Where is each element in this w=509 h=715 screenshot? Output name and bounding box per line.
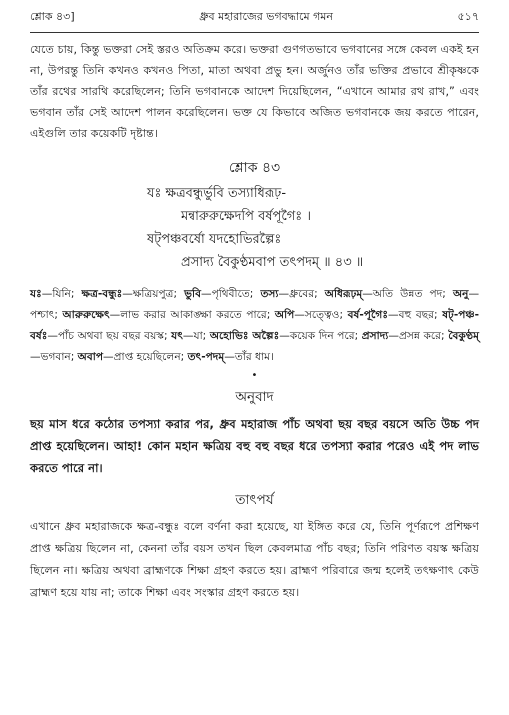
synonym-word: আরুরুক্ষেৎ [62, 309, 110, 321]
synonym-meaning: লাভ করার আকাঙ্ক্ষা করতে পারে [120, 309, 267, 321]
synonym-word: অবাপ [77, 351, 104, 363]
verse-label: শ্লোক ৪৩ [228, 160, 281, 176]
purport-text: এখানে ধ্রুব মহারাজকে ক্ষত্র-বন্ধুঃ বলে বর্ণনা করা হয়েছে, যা ইঙ্গিত করে যে, তিনি পূর্ণরূপে প্রশিক্ষণ প্রাপ্ত ক্ষত্রিয় ছিলেন না, কেননা তাঁর বয়স তখন ছিল কেবলমাত্র পাঁচ বছর; তিনি পরিণত বয়স্ক ক্ষত্রিয় ছিলেন না। ক্ষত্রিয় অথবা ব্রাহ্মণকে শিক্ষা গ্রহণ করতে হয়। ব্রাহ্মণ পরিবারে জন্ম হলেই তৎক্ষণাৎ কেউ ব্রাহ্মণ হয়ে যায় না; তাকে শিক্ষা এবং সংস্কার গ্রহণ করতে হয়। [30, 520, 479, 599]
translation-heading: অনুবাদ [235, 389, 274, 405]
word-for-word-synonyms: যঃ—যিনি; ক্ষত্র-বন্ধুঃ—ক্ষত্রিয়পুত্র; ভুবি—পৃথিবীতে; তস্য—ধ্রুবের; অধিরূঢ়ম্—অতি উন্নত পদ; অনু—পশ্চাৎ; আরুরুক্ষেৎ—লাভ করার আকাঙ্ক্ষা করতে পারে; অপি—সত্ত্বেও; বর্ষ-পূগৈঃ—বহু বছর; ষট্-পঞ্চ-বর্ষঃ—পাঁচ অথবা ছয় বছর বয়স্ক; যৎ—যা; অহোভিঃ অল্পৈঃ—কয়েক দিন পরে; প্রসাদ্য—প্রসন্ন করে; বৈকুণ্ঠম্—ভগবান; অবাপ—প্রাপ্ত হয়েছিলেন; তৎ-পদম্—তাঁর ধাম। [30, 288, 480, 363]
running-header [30, 0, 479, 33]
synonym-meaning: প্রাপ্ত হয়েছিলেন [113, 351, 181, 363]
sanskrit-verse [30, 182, 479, 274]
synonym-word: বৈকুণ্ঠম্ [448, 330, 480, 342]
synonym-word: বর্ষ-পূগৈঃ [347, 309, 388, 321]
synonym-meaning: তাঁর ধাম [234, 351, 270, 363]
synonym-word: অনু [452, 288, 469, 300]
purport-heading: তাৎপর্য [235, 492, 274, 508]
synonym-meaning: পৃথিবীতে [211, 288, 250, 300]
synonym-meaning: কয়েক দিন পরে [289, 330, 355, 342]
synonym-meaning: বহু বছর [398, 309, 435, 321]
synonym-word: অহোভিঃ অল্পৈঃ [209, 330, 280, 342]
synonym-word: তৎ-পদম্ [187, 351, 225, 363]
intro-paragraph: যেতে চায়, কিন্তু ভক্তরা সেই স্তরও অতিক্রম করে। ভক্তরা গুণগতভাবে ভগবানের সঙ্গে কেবল একই হন না, উপরন্তু তিনি কখনও কখনও পিতা, মাতা অথবা প্রভু হন। অর্জুনও তাঁর ভক্তির প্রভাবে শ্রীকৃষ্ণকে তাঁর রথের সারথি করেছিলেন; তিনি ভগবানকে আদেশ দিয়েছিলেন, “এখানে আমার রথ রাখ,” এবং ভগবান তাঁর সেই আদেশ পালন করেছিলেন। ভক্ত যে কিভাবে অজিত ভগবানকে জয় করতে পারেন, এইগুলি তার কয়েকটি দৃষ্টান্ত। [30, 43, 479, 140]
synonym-word: অপি [274, 309, 295, 321]
synonym-word: অধিরূঢ়ম্ [324, 288, 363, 300]
synonym-meaning: পাঁচ অথবা ছয় বছর বয়স্ক [57, 330, 164, 342]
synonym-meaning: প্রসন্ন করে [398, 330, 442, 342]
separator-dot: • [251, 370, 258, 381]
synonym-meaning: যা [193, 330, 203, 342]
synonym-meaning: ক্ষত্রিয়পুত্র [132, 288, 174, 300]
verse-line-2: মন্বারুরুক্ষেদপি বর্ষপূগৈঃ । [181, 209, 312, 224]
synonym-meaning: সত্ত্বেও [304, 309, 340, 321]
header-chapter-title: ধ্রুব মহারাজের ভগবদ্ধামে গমন [199, 10, 333, 23]
header-verse-ref: শ্লোক ৪৩] [30, 10, 75, 23]
synonym-word: ভুবি [184, 288, 201, 300]
synonym-meaning: পশ্চাৎ [30, 309, 55, 321]
verse-line-4: প্রসাদ্য বৈকুণ্ঠমবাপ তৎপদম্ ॥ ৪৩ ॥ [181, 255, 364, 270]
synonym-word: ক্ষত্র-বন্ধুঃ [81, 288, 123, 300]
verse-line-1: যঃ ক্ষত্রবন্ধুর্ভুবি তস্যাধিরূঢ়- [147, 186, 287, 201]
synonym-meaning: অতি উন্নত পদ [372, 288, 443, 300]
header-page-number: ৫১৭ [457, 10, 479, 23]
synonym-meaning: যিনি [52, 288, 71, 300]
synonym-word: তস্য [260, 288, 279, 300]
verse-line-3: ষট্‌পঞ্চবর্ষো যদহোভিরল্পৈঃ [147, 232, 282, 247]
translation-text: ছয় মাস ধরে কঠোর তপস্যা করার পর, ধ্রুব মহারাজ পাঁচ অথবা ছয় বছর বয়সে অতি উচ্চ পদ প্রাপ্ত হয়েছিলেন। আহা! কোন মহান ক্ষত্রিয় বহু বহু বছর ধরে তপস্যা করার পরেও এই পদ লাভ করতে পারে না। [30, 417, 479, 475]
synonym-meaning: ধ্রুবের [289, 288, 315, 300]
synonym-word: যৎ [171, 330, 183, 342]
synonym-word: ষট্-পঞ্চ-বর্ষঃ [30, 309, 480, 342]
synonym-meaning: ভগবান [40, 351, 71, 363]
synonym-word: যঃ [30, 288, 42, 300]
synonym-word: প্রসাদ্য [361, 330, 389, 342]
